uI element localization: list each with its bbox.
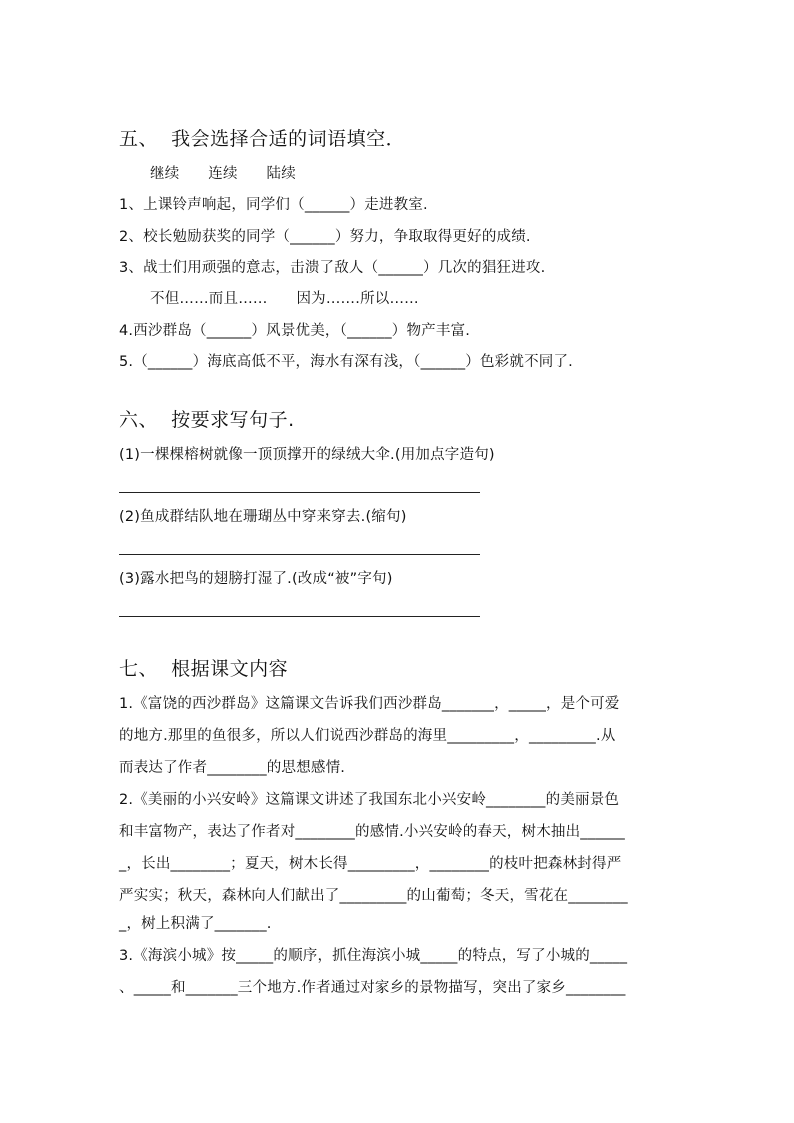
- question-5-2: 2、校长勉励获奖的同学（______）努力，争取取得更好的成绩.: [119, 229, 531, 245]
- answer-line: [119, 492, 480, 493]
- text-line: 、_____和_______三个地方.作者通过对家乡的景物描写，突出了家乡________: [119, 980, 626, 996]
- question-6-1: (1)一棵棵榕树就像一顶顶撑开的绿绒大伞.(用加点字造句): [119, 447, 495, 463]
- text-line: 3.《海滨小城》按_____的顺序，抓住海滨小城_____的特点，写了小城的_____: [119, 948, 628, 964]
- question-6-3: (3)露水把鸟的翅膀打湿了.(改成“被”字句): [119, 571, 393, 587]
- question-5-4: 4.西沙群岛（______）风景优美，（______）物产丰富.: [119, 323, 471, 339]
- word-choices-2: 不但……而且…… 因为…….所以……: [150, 291, 419, 307]
- answer-line: [119, 554, 480, 555]
- section-7-title: 七、 根据课文内容: [119, 658, 289, 680]
- section-5-title: 五、 我会选择合适的词语填空．: [119, 128, 406, 150]
- word-choices-1: 继续 连续 陆续: [150, 166, 296, 182]
- text-line: 而表达了作者________的思想感情.: [119, 760, 346, 776]
- question-6-2: (2)鱼成群结队地在珊瑚丛中穿来穿去.(缩句): [119, 509, 407, 525]
- text-line: 2.《美丽的小兴安岭》这篇课文讲述了我国东北小兴安岭________的美丽景色: [119, 792, 620, 808]
- text-line: 严实实；秋天，森林向人们献出了_________的山葡萄；冬天，雪花在________: [119, 888, 628, 904]
- section-6-title: 六、 按要求写句子.: [119, 409, 295, 431]
- text-line: 和丰富物产，表达了作者对________的感情.小兴安岭的春天，树木抽出______: [119, 824, 626, 840]
- text-line: _，树上积满了_______.: [119, 916, 272, 932]
- question-5-3: 3、战士们用顽强的意志，击溃了敌人（______）几次的猖狂进攻.: [119, 260, 546, 276]
- text-line: _，长出________；夏天，树木长得_________，________的枝叶把森林封得严: [119, 856, 622, 872]
- text-line: 1.《富饶的西沙群岛》这篇课文告诉我们西沙群岛_______，_____，是个可爱: [119, 696, 620, 712]
- question-5-1: 1、上课铃声响起，同学们（______）走进教室.: [119, 197, 428, 213]
- answer-line: [119, 616, 480, 617]
- text-line: 的地方.那里的鱼很多，所以人们说西沙群岛的海里_________，_________.从: [119, 728, 616, 744]
- question-5-5: 5.（______）海底高低不平，海水有深有浅，（______）色彩就不同了.: [119, 354, 573, 370]
